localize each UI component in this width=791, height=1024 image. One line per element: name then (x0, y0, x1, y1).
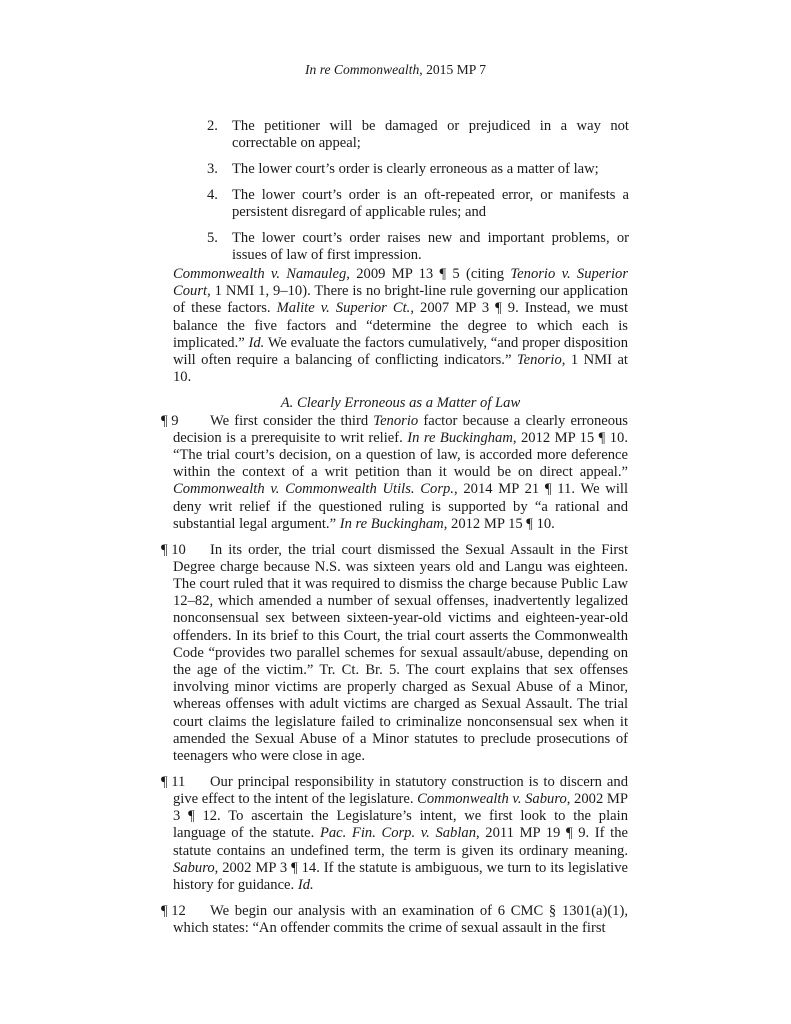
paragraph-mark: ¶ 10 (161, 541, 186, 558)
list-item (207, 187, 629, 221)
section-heading: A. Clearly Erroneous as a Matter of Law (280, 395, 521, 412)
list-item-text: The lower court’s order is an oft-repeated error, or manifests a persistent disregard of applicable rules; and (232, 186, 629, 220)
paragraph-text: We begin our analysis with an examination of 6 CMC § 1301(a)(1), which states: “An offender commits the crime of sexual assault in the first (173, 902, 628, 937)
paragraph-12 (161, 902, 628, 937)
paragraph-mark: ¶ 11 (161, 773, 186, 790)
header-case-name: In re Commonwealth (304, 62, 420, 77)
paragraph-11 (161, 773, 628, 894)
list-item (207, 230, 629, 264)
list-item-number: 5. (207, 229, 218, 246)
paragraph-text: In its order, the trial court dismissed the Sexual Assault in the First Degree charge because N.S. was sixteen years old and Langu was eighteen. The court ruled that it was required to dismiss the charge because Public Law 12–82, which amended a number of sexual offenses, inadvertently legalized nonconsensual sex between sixteen-year-old victims and eighteen-year-old offenders. In its brief to this Court, the trial court asserts the Commonwealth Code “provides two parallel schemes for sexual assault/abuse, depending on the age of the victim.” Tr. Ct. Br. 5. The court explains that sex offenses involving minor victims are properly charged as Sexual Abuse of a Minor, whereas offenses with adult victims are charged as Sexual Assault. The trial court claims the legislature failed to criminalize nonconsensual sex when it amended the Sexual Abuse of a Minor statutes to preclude prosecutions of teenagers who were close in age. (173, 541, 628, 765)
list-item (207, 118, 629, 152)
list-item-number: 2. (207, 118, 218, 134)
paragraph-10 (161, 541, 628, 766)
paragraph-text: Our principal responsibility in statutory construction is to discern and give effect to the intent of the legislature. Commonwealth v. Saburo, 2002 MP 3 ¶ 12. To ascertain the Legislature’s intent, we first look to the plain language of the statute. Pac. Fin. Corp. v. Sablan, 2011 MP 19 ¶ 9. If the statute contains an undefined term, the term is given its ordinary meaning. Saburo, 2002 MP 3 ¶ 14. If the statute is ambiguous, we turn to its legislative history for guidance. Id. (173, 773, 628, 894)
list-item (207, 161, 629, 178)
running-header (0, 62, 791, 78)
paragraph-mark: ¶ 9 (161, 412, 179, 429)
paragraph-mark: ¶ 12 (161, 902, 186, 919)
list-item-number: 4. (207, 186, 218, 203)
body-text (161, 266, 628, 937)
list-item-text: The lower court’s order raises new and important problems, or issues of law of first impression. (232, 229, 629, 263)
header-citation: , 2015 MP 7 (419, 62, 486, 77)
list-item-text: The lower court’s order is clearly erroneous as a matter of law; (232, 161, 599, 177)
list-item-text: The petitioner will be damaged or prejudiced in a way not correctable on appeal; (232, 118, 629, 152)
intro-paragraph: Commonwealth v. Namauleg, 2009 MP 13 ¶ 5 (citing Tenorio v. Superior Court, 1 NMI 1, 9–10). There is no bright-line rule governing our application of these factors. Malite v. Superior Ct., 2007 MP 3 ¶ 9. Instead, we must balance the five factors and “determine the degree to which each is implicated.” Id. We evaluate the factors cumulatively, “and proper disposition will often require a balancing of conflicting indicators.” Tenorio, 1 NMI at 10. (173, 266, 628, 386)
paragraph-9 (161, 412, 628, 533)
paragraph-text: We first consider the third Tenorio factor because a clearly erroneous decision is a prerequisite to writ relief. In re Buckingham, 2012 MP 15 ¶ 10. “The trial court’s decision, on a question of law, is accorded more deference within the context of a writ petition than it would be on direct appeal.” Commonwealth v. Commonwealth Utils. Corp., 2014 MP 21 ¶ 11. We will deny writ relief if the questioned ruling is supported by “a rational and substantial legal argument.” In re Buckingham, 2012 MP 15 ¶ 10. (173, 412, 628, 532)
list-item-number: 3. (207, 161, 218, 177)
factor-list (207, 118, 629, 273)
